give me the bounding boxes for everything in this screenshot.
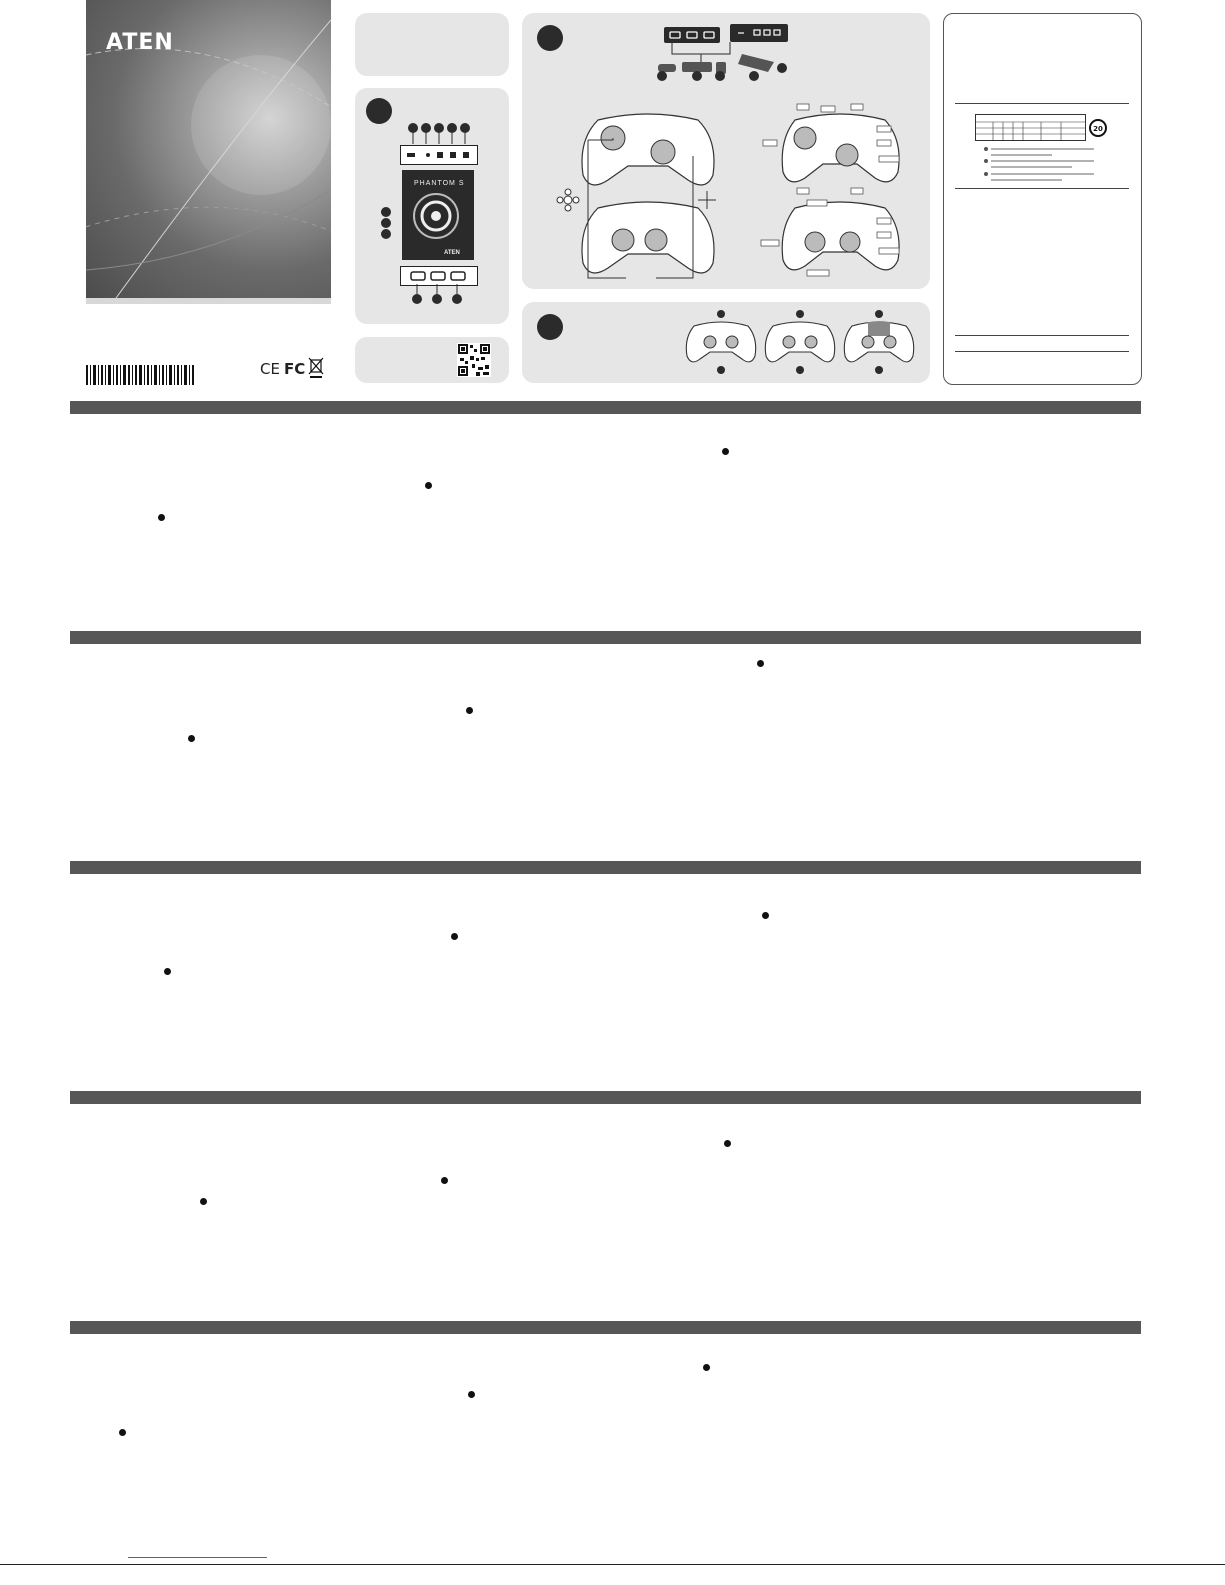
bullet — [188, 735, 195, 742]
table-footnotes — [982, 146, 1102, 186]
hyperlink-underline[interactable] — [128, 1557, 267, 1558]
device-brand: ATEN — [444, 250, 460, 256]
rear-panel-diagram — [400, 266, 478, 286]
barcode — [86, 365, 196, 385]
hazardous-substance-table — [975, 114, 1087, 142]
regulatory-card — [943, 13, 1142, 385]
device-top-view — [402, 170, 474, 260]
card-divider-3 — [955, 335, 1129, 336]
brand-logo: ATEN — [106, 30, 174, 55]
svg-text:20: 20 — [1093, 125, 1103, 133]
rear-callouts — [410, 284, 466, 306]
hub-ports-diagram — [664, 27, 720, 43]
bullet — [425, 482, 432, 489]
page-bottom-rule — [0, 1564, 1225, 1565]
side-callouts — [380, 207, 404, 239]
bullet — [468, 1391, 475, 1398]
ce-mark: CE — [260, 360, 280, 378]
console-ports-diagram — [730, 24, 788, 42]
epup-20-icon — [1088, 118, 1108, 138]
front-callouts — [406, 122, 472, 144]
step-c-badge — [537, 314, 563, 340]
connection-callouts — [650, 42, 800, 82]
bullet — [703, 1364, 710, 1371]
section-header-bar-5 — [70, 1321, 1141, 1334]
section-header-bar-2 — [70, 631, 1141, 644]
card-divider-2 — [955, 188, 1129, 189]
bullet — [762, 912, 769, 919]
section-header-bar-4 — [70, 1091, 1141, 1104]
info-panel-top — [355, 13, 509, 76]
front-panel-diagram — [400, 145, 478, 165]
bullet — [724, 1140, 731, 1147]
section-header-bar-3 — [70, 861, 1141, 874]
bullet — [757, 660, 764, 667]
bullet — [466, 707, 473, 714]
weee-bin-icon — [308, 355, 324, 379]
device-name: PHANTOM S — [414, 180, 465, 187]
gamepad-mapping-diagram-right — [755, 100, 905, 280]
bullet — [200, 1198, 207, 1205]
qr-code — [457, 343, 491, 377]
bullet — [722, 448, 729, 455]
step-a-badge — [366, 98, 392, 124]
bullet — [451, 933, 458, 940]
bullet — [441, 1177, 448, 1184]
gamepad-mapping-diagram-left — [548, 100, 723, 285]
bullet — [119, 1429, 126, 1436]
card-divider-1 — [955, 103, 1129, 104]
step-b-badge — [537, 25, 563, 51]
bullet — [164, 968, 171, 975]
cover-bottom-strip — [86, 298, 331, 304]
card-divider-4 — [955, 351, 1129, 352]
fcc-mark: FC — [284, 360, 306, 378]
bullet — [158, 514, 165, 521]
mode-gamepads-diagram — [684, 308, 919, 378]
section-header-bar-1 — [70, 401, 1141, 414]
